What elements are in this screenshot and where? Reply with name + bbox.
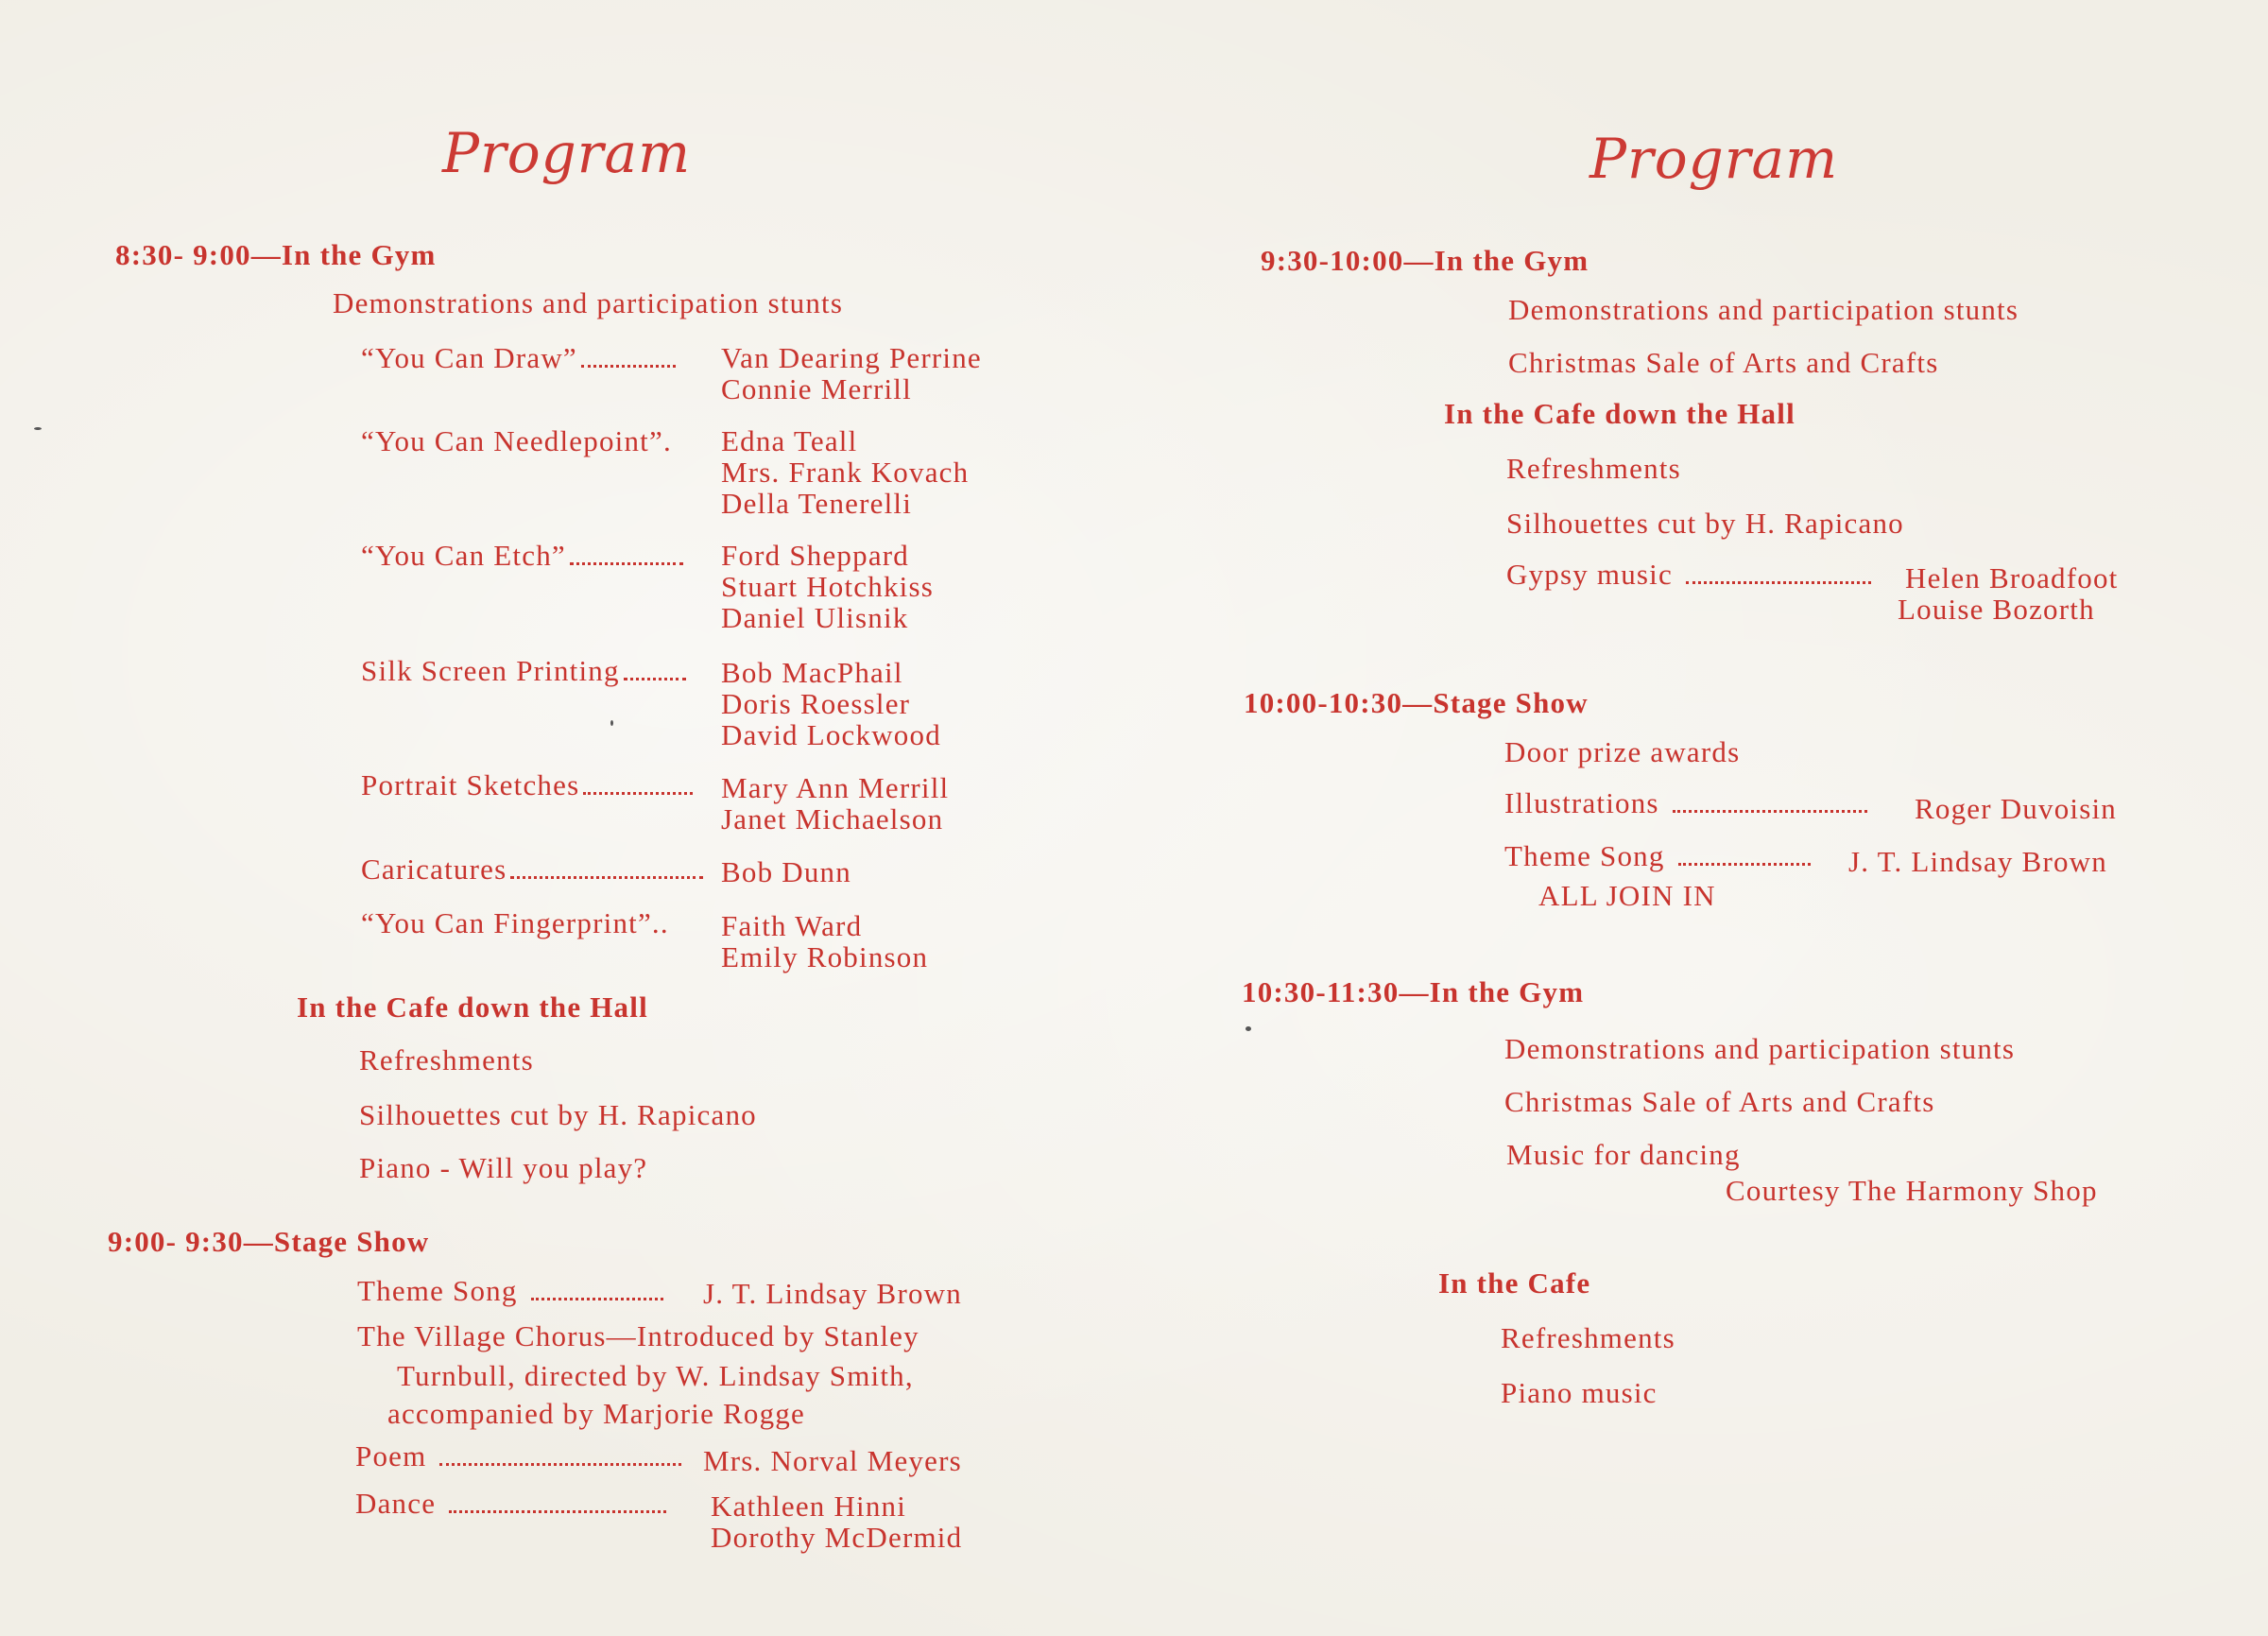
- left-item-label: Silk Screen Printing: [361, 654, 690, 688]
- left-subtitle-1: Demonstrations and participation stunts: [333, 286, 844, 319]
- right-cafe-heading-2: In the Cafe: [1438, 1266, 1591, 1300]
- left-item-name: Janet Michaelson: [721, 802, 944, 835]
- left-item-name: Edna Teall: [721, 424, 858, 457]
- left-page: [0, 0, 1125, 1636]
- left-dance-name: Dorothy McDermid: [711, 1521, 963, 1554]
- left-time-1: 8:30- 9:00—In the Gym: [115, 238, 437, 271]
- paper-speck: [34, 427, 42, 430]
- left-item-name: Daniel Ulisnik: [721, 601, 909, 634]
- left-item-name: Connie Merrill: [721, 372, 912, 405]
- right-time-2: 10:00-10:30—Stage Show: [1244, 686, 1589, 719]
- left-item-name: Doris Roessler: [721, 687, 911, 720]
- right-item: Demonstrations and participation stunts: [1504, 1032, 2016, 1065]
- left-poem-name: Mrs. Norval Meyers: [703, 1444, 962, 1477]
- right-all-join: ALL JOIN IN: [1538, 879, 1716, 912]
- right-gypsy-label: Gypsy music: [1506, 558, 1875, 592]
- right-item: Christmas Sale of Arts and Crafts: [1508, 346, 1939, 379]
- right-item: Silhouettes cut by H. Rapicano: [1506, 507, 1904, 540]
- right-illus-name: Roger Duvoisin: [1915, 792, 2117, 825]
- left-item-label: “You Can Draw”: [361, 341, 679, 375]
- right-illus-label: Illustrations: [1504, 786, 1871, 820]
- left-poem-label: Poem: [355, 1439, 685, 1473]
- right-item: Refreshments: [1506, 452, 1681, 485]
- right-item: Refreshments: [1501, 1321, 1675, 1354]
- right-item: Demonstrations and participation stunts: [1508, 293, 2019, 326]
- right-item: Christmas Sale of Arts and Crafts: [1504, 1085, 1935, 1118]
- left-item-name: Della Tenerelli: [721, 487, 913, 520]
- right-item: Music for dancing: [1506, 1138, 1741, 1171]
- right-title: Program: [1589, 127, 1839, 191]
- left-item-label: “You Can Fingerprint”..: [361, 906, 669, 939]
- left-item-label: Portrait Sketches: [361, 768, 696, 802]
- left-item-name: Emily Robinson: [721, 940, 929, 973]
- left-item-name: Mary Ann Merrill: [721, 771, 950, 804]
- right-gypsy-name: Helen Broadfoot: [1905, 561, 2119, 594]
- right-item: Door prize awards: [1504, 735, 1741, 768]
- left-item-name: Van Dearing Perrine: [721, 341, 982, 374]
- left-dance-label: Dance: [355, 1487, 670, 1521]
- right-theme-name: J. T. Lindsay Brown: [1848, 845, 2107, 878]
- left-item-name: Stuart Hotchkiss: [721, 570, 934, 603]
- left-item-label: Caricatures: [361, 852, 707, 887]
- left-time-2: 9:00- 9:30—Stage Show: [108, 1225, 430, 1258]
- left-item-name: Faith Ward: [721, 909, 863, 942]
- chorus-line: accompanied by Marjorie Rogge: [387, 1397, 805, 1430]
- left-dance-name: Kathleen Hinni: [711, 1490, 907, 1523]
- left-item-label: “You Can Etch”: [361, 539, 687, 573]
- left-item-name: Bob Dunn: [721, 855, 851, 888]
- left-cafe-item: Piano - Will you play?: [359, 1151, 648, 1184]
- left-title: Program: [442, 121, 692, 185]
- chorus-line: The Village Chorus—Introduced by Stanley: [357, 1319, 919, 1352]
- right-cafe-heading: In the Cafe down the Hall: [1444, 397, 1796, 430]
- right-time-3: 10:30-11:30—In the Gym: [1242, 975, 1585, 1008]
- right-item: Piano music: [1501, 1376, 1658, 1409]
- right-page: [1134, 0, 2268, 1636]
- right-time-1: 9:30-10:00—In the Gym: [1261, 244, 1589, 277]
- paper-speck: [610, 720, 613, 726]
- chorus-line: Turnbull, directed by W. Lindsay Smith,: [397, 1359, 914, 1392]
- left-item-label: “You Can Needlepoint”.: [361, 424, 672, 457]
- right-theme-label: Theme Song: [1504, 839, 1814, 873]
- left-cafe-item: Refreshments: [359, 1043, 534, 1076]
- left-item-name: Ford Sheppard: [721, 539, 909, 572]
- left-cafe-heading: In the Cafe down the Hall: [297, 990, 648, 1024]
- paper-speck: [1246, 1026, 1251, 1031]
- left-theme-label: Theme Song: [357, 1274, 667, 1308]
- left-item-name: David Lockwood: [721, 718, 941, 751]
- left-theme-name: J. T. Lindsay Brown: [703, 1277, 962, 1310]
- right-courtesy: Courtesy The Harmony Shop: [1726, 1174, 2098, 1207]
- right-gypsy-name: Louise Bozorth: [1898, 593, 2095, 626]
- left-item-name: Mrs. Frank Kovach: [721, 456, 970, 489]
- left-cafe-item: Silhouettes cut by H. Rapicano: [359, 1098, 757, 1131]
- left-item-name: Bob MacPhail: [721, 656, 903, 689]
